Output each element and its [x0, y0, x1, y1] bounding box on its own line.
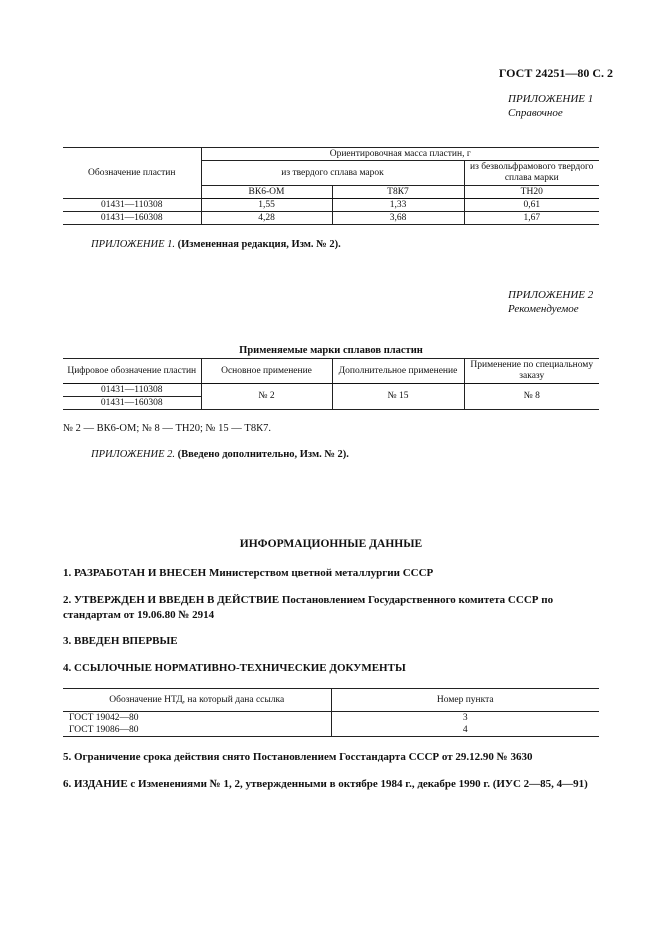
special-order-value: № 8	[464, 384, 599, 410]
info-item-6: 6. ИЗДАНИЕ с Изменениями № 1, 2, утвержденными в октябре 1984 г., декабре 1990 г. (ИУС 2—85, 4—91)	[63, 778, 588, 790]
main-use-value: № 2	[201, 384, 332, 410]
plate-code: 01431—110308	[63, 199, 201, 212]
table-row	[63, 384, 599, 397]
note-label: ПРИЛОЖЕНИЕ 1.	[91, 239, 175, 250]
note-text: (Измененная редакция, Изм. № 2).	[177, 239, 341, 250]
table-row	[63, 212, 599, 225]
table-row	[63, 712, 599, 725]
alloys-table	[63, 358, 599, 410]
table-row	[63, 724, 599, 737]
appendix-2-subtitle: Рекомендуемое	[508, 303, 579, 315]
doc-designation: ГОСТ 19042—80	[69, 712, 139, 723]
col-additional-use: Дополнительное применение	[332, 359, 464, 384]
mass-value: 1,55	[201, 199, 332, 212]
info-title: ИНФОРМАЦИОННЫЕ ДАННЫЕ	[239, 538, 423, 550]
appendix-2-heading	[508, 288, 593, 316]
item-number: 4	[331, 724, 599, 737]
plate-code: 01431—110308	[63, 384, 201, 397]
appendix-1-title: ПРИЛОЖЕНИЕ 1	[508, 93, 594, 105]
alloys-table-title: Применяемые марки сплавов пластин	[239, 345, 423, 356]
col-grade-t8k7: Т8К7	[332, 186, 464, 199]
info-item-4: 4. ССЫЛОЧНЫЕ НОРМАТИВНО-ТЕХНИЧЕСКИЕ ДОКУМЕНТЫ	[63, 662, 406, 674]
col-main-use: Основное применение	[201, 359, 332, 384]
col-sub-hard-alloy: из твердого сплава марок	[201, 161, 464, 186]
plate-code: 01431—160308	[63, 397, 201, 410]
item-number: 3	[331, 712, 599, 725]
appendix-2-title: ПРИЛОЖЕНИЕ 2	[508, 289, 594, 301]
reference-docs-table	[63, 688, 599, 737]
additional-use-value: № 15	[332, 384, 464, 410]
info-item-3: 3. ВВЕДЕН ВПЕРВЫЕ	[63, 635, 178, 647]
note-text: (Введено дополнительно, Изм. № 2).	[177, 449, 349, 460]
col-grade-tn20: ТН20	[464, 186, 599, 199]
col-item-number: Номер пункта	[331, 689, 599, 712]
appendix-2-note	[91, 449, 349, 460]
page-header: ГОСТ 24251—80 С. 2	[498, 66, 613, 80]
plate-code: 01431—160308	[63, 212, 201, 225]
mass-value: 1,67	[464, 212, 599, 225]
col-digital-designation: Цифровое обозначение пластин	[63, 359, 201, 384]
info-item-1: 1. РАЗРАБОТАН И ВНЕСЕН Министерством цветной металлургии СССР	[63, 567, 434, 579]
info-item-5: 5. Ограничение срока действия снято Постановлением Госстандарта СССР от 29.12.90 № 3630	[63, 751, 533, 763]
mass-table	[63, 147, 599, 225]
col-grade-vk6om: ВК6-ОМ	[201, 186, 332, 199]
note-label: ПРИЛОЖЕНИЕ 2.	[91, 449, 175, 460]
mass-value: 0,61	[464, 199, 599, 212]
col-plate-designation: Обозначение пластин	[63, 148, 201, 199]
col-ntd-designation: Обозначение НТД, на который дана ссылка	[63, 689, 331, 712]
col-special-order: Применение по специальному заказу	[464, 359, 599, 384]
mass-value: 3,68	[332, 212, 464, 225]
appendix-1-subtitle: Справочное	[508, 107, 563, 119]
doc-designation: ГОСТ 19086—80	[63, 724, 331, 737]
mass-value: 1,33	[332, 199, 464, 212]
appendix-1-note	[91, 239, 341, 250]
grade-legend: № 2 — ВК6-ОМ; № 8 — ТН20; № 15 — Т8К7.	[63, 423, 271, 434]
col-group-mass: Ориентировочная масса пластин, г	[201, 148, 599, 161]
appendix-1-heading	[508, 92, 593, 120]
info-item-2: 2. УТВЕРЖДЕН И ВВЕДЕН В ДЕЙСТВИЕ Постановлением Государственного комитета СССР по стандартам от 19.06.80 № 2914	[63, 594, 554, 621]
mass-value: 4,28	[201, 212, 332, 225]
table-row	[63, 199, 599, 212]
col-sub-tungsten-free: из безвольфрамового твердого сплава марки	[464, 161, 599, 186]
